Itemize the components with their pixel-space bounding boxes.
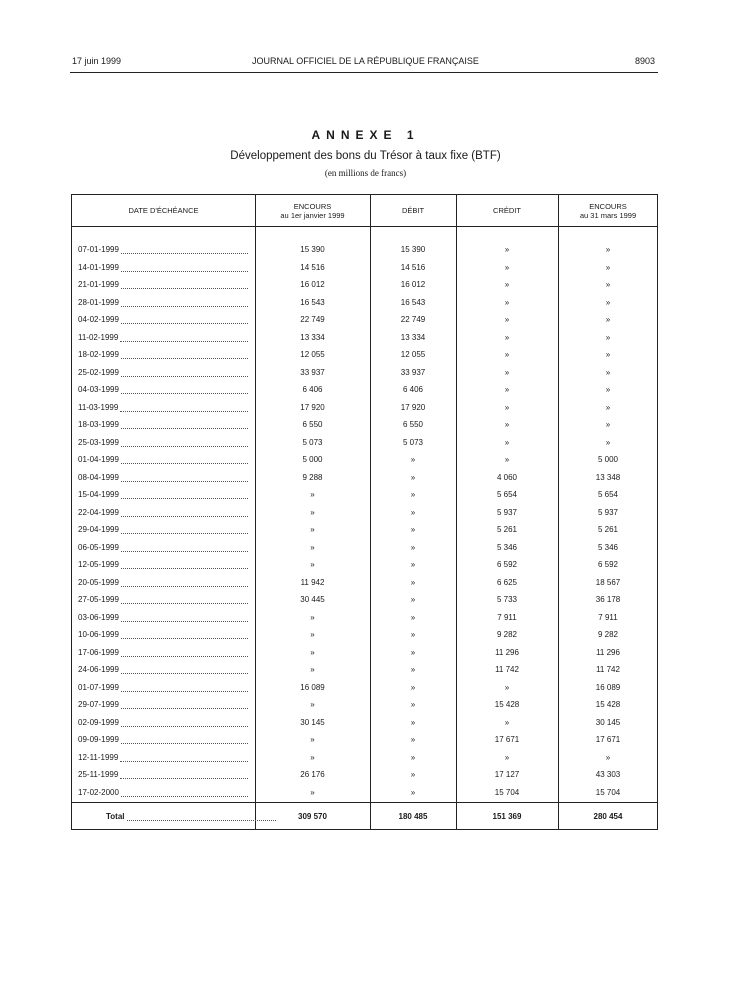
encours-start-cell: 16 012 [300,280,325,290]
credit-cell: » [504,385,510,395]
credit-cell: » [504,350,510,360]
maturity-date: 25-11-1999 [78,770,119,780]
table-row [72,364,657,382]
date-cell [78,609,250,627]
credit-cell: 6 592 [496,560,518,570]
date-cell [78,574,250,592]
maturity-date: 17-02-2000 [78,787,119,797]
credit-cell: 15 704 [494,787,520,797]
debit-cell: » [410,700,416,710]
leader-dots [121,385,248,394]
journal-title: JOURNAL OFFICIEL DE LA RÉPUBLIQUE FRANÇAISE [252,56,479,66]
date-cell [78,784,250,802]
maturity-date: 12-05-1999 [78,560,119,570]
leader-dots [127,812,276,821]
encours-start-cell: » [310,542,315,552]
encours-end-cell: 5 346 [597,542,619,552]
table-row [72,329,657,347]
date-cell [78,808,278,826]
credit-cell: » [504,717,510,727]
total-label: Total [106,812,125,822]
maturity-date: 18-03-1999 [78,420,119,430]
leader-dots [121,595,248,604]
encours-start-cell: » [310,752,315,762]
date-cell [78,661,250,679]
debit-cell: » [410,472,416,482]
credit-cell: 151 369 [492,812,522,822]
encours-end-cell: 5 261 [597,525,619,535]
maturity-date: 21-01-1999 [78,280,119,290]
encours-end-cell: 15 704 [595,787,621,797]
encours-end-cell: » [605,350,611,360]
table-row [72,504,657,522]
date-cell [78,311,250,329]
debit-cell: 15 390 [400,245,426,255]
maturity-date: 01-04-1999 [78,455,119,465]
header-encours-end [558,195,658,226]
debit-cell: » [410,455,416,465]
header-divider [72,226,657,227]
date-cell [78,469,250,487]
credit-cell: 5 346 [496,542,518,552]
date-cell [78,556,250,574]
encours-end-cell: 13 348 [595,472,621,482]
table-row [72,714,657,732]
table-row [72,661,657,679]
leader-dots [121,630,248,639]
table-row [72,311,657,329]
leader-dots [121,473,248,482]
maturity-date: 09-09-1999 [78,735,119,745]
encours-start-cell: 6 550 [302,420,323,430]
date-cell [78,259,250,277]
credit-cell: » [504,402,510,412]
debit-cell: » [410,735,416,745]
maturity-date: 03-06-1999 [78,612,119,622]
date-cell [78,451,250,469]
leader-dots [121,508,248,517]
leader-dots [121,280,248,289]
maturity-date: 04-03-1999 [78,385,119,395]
debit-cell: » [410,682,416,692]
table-row [72,556,657,574]
leader-dots [121,368,248,377]
encours-start-cell: » [310,787,315,797]
encours-end-cell: » [605,332,611,342]
credit-cell: » [504,262,510,272]
header-encours-start-label: ENCOURS [293,201,332,211]
leader-dots [121,245,248,254]
credit-cell: » [504,367,510,377]
table-row [72,696,657,714]
table-row [72,381,657,399]
table-row [72,294,657,312]
table-row [72,451,657,469]
header-encours-end-label: ENCOURS [589,201,627,211]
debit-cell: 6 550 [402,420,424,430]
table-row [72,276,657,294]
credit-cell: 17 127 [494,770,520,780]
debit-cell: » [410,665,416,675]
encours-start-cell: 11 942 [300,577,325,587]
encours-end-cell: » [605,420,611,430]
debit-cell: » [410,542,416,552]
encours-start-cell: 17 920 [300,402,325,412]
leader-dots [121,560,248,569]
leader-dots [121,438,248,447]
encours-start-cell: » [310,700,315,710]
maturity-date: 29-04-1999 [78,525,119,535]
btf-table [71,194,658,830]
date-cell [78,644,250,662]
table-row [72,644,657,662]
maturity-date: 29-07-1999 [78,700,119,710]
encours-end-cell: » [605,262,611,272]
debit-cell: » [410,507,416,517]
credit-cell: 5 733 [496,595,518,605]
encours-end-cell: 5 937 [597,507,619,517]
leader-dots [121,735,248,744]
encours-end-cell: 280 454 [593,812,623,822]
debit-cell: 12 055 [400,350,426,360]
maturity-date: 11-02-1999 [78,332,119,342]
maturity-date: 15-04-1999 [78,490,119,500]
debit-cell: » [410,647,416,657]
debit-cell: 14 516 [400,262,426,272]
credit-cell: 11 742 [495,665,519,675]
table-row [72,521,657,539]
date-cell [78,714,250,732]
encours-start-cell: 15 390 [300,245,325,255]
encours-end-cell: » [605,385,611,395]
credit-cell: » [504,315,510,325]
encours-start-cell: 9 288 [302,472,323,482]
encours-end-cell: 11 296 [596,647,620,657]
debit-cell: » [410,612,416,622]
table-row [72,574,657,592]
leader-dots [121,683,248,692]
debit-cell: » [410,577,416,587]
encours-end-cell: » [605,437,611,447]
maturity-date: 17-06-1999 [78,647,119,657]
encours-start-cell: 16 543 [300,297,325,307]
encours-end-cell: » [605,280,611,290]
date-cell [78,521,250,539]
encours-start-cell: 33 937 [300,367,325,377]
encours-start-cell: 14 516 [300,262,325,272]
debit-cell: 22 749 [400,315,426,325]
encours-start-cell: 30 445 [300,595,325,605]
encours-end-cell: » [605,315,611,325]
maturity-date: 20-05-1999 [78,577,119,587]
date-cell [78,364,250,382]
encours-end-cell: » [605,402,611,412]
debit-cell: 33 937 [400,367,426,377]
table-row [72,609,657,627]
table-row [72,766,657,784]
maturity-date: 28-01-1999 [78,297,119,307]
date-cell [78,381,250,399]
encours-start-cell: » [310,647,315,657]
date-cell [78,749,250,767]
maturity-date: 24-06-1999 [78,665,119,675]
table-row [72,469,657,487]
table-row [72,784,657,802]
leader-dots [120,770,248,779]
header-debit [370,195,456,226]
header-debit-label: DÉBIT [401,206,425,215]
encours-end-cell: 9 282 [597,630,619,640]
date-cell [78,696,250,714]
encours-start-cell: » [310,525,315,535]
table-row [72,399,657,417]
date-cell [78,346,250,364]
encours-end-cell: 16 089 [595,682,621,692]
credit-cell: » [504,420,510,430]
debit-cell: 5 073 [402,437,424,447]
table-row [72,259,657,277]
maturity-date: 12-11-1999 [78,752,119,762]
date-cell [78,276,250,294]
table-row [72,591,657,609]
table-row [72,241,657,259]
maturity-date: 02-09-1999 [78,717,119,727]
debit-cell: 17 920 [400,402,426,412]
encours-start-cell: 5 073 [302,437,323,447]
date-cell [78,329,250,347]
encours-start-cell: » [310,630,315,640]
encours-end-cell: 15 428 [595,700,621,710]
encours-start-cell: 309 570 [298,812,327,822]
annex-subtitle: Développement des bons du Trésor à taux fixe (BTF) [230,150,501,162]
encours-end-cell: » [605,297,611,307]
encours-end-cell: » [605,752,611,762]
maturity-date: 14-01-1999 [78,262,119,272]
leader-dots [121,525,248,534]
table-row [72,486,657,504]
encours-start-cell: 26 176 [300,770,325,780]
encours-start-cell: » [310,490,315,500]
encours-end-cell: 11 742 [596,665,620,675]
encours-start-cell: 13 334 [300,332,325,342]
maturity-date: 11-03-1999 [78,402,119,412]
table-row [72,749,657,767]
header-date: 17 juin 1999 [72,56,122,66]
date-cell [78,504,250,522]
date-cell [78,241,250,259]
encours-end-cell: 30 145 [595,717,621,727]
credit-cell: 5 261 [496,525,518,535]
credit-cell: » [504,280,510,290]
maturity-date: 08-04-1999 [78,472,119,482]
date-cell [78,294,250,312]
leader-dots [121,718,248,727]
header-credit-label: CRÉDIT [493,206,521,215]
header-credit [456,195,558,226]
encours-end-cell: 18 567 [595,577,621,587]
maturity-date: 01-07-1999 [78,682,119,692]
encours-start-cell: » [310,560,315,570]
credit-cell: » [504,332,510,342]
encours-end-cell: 7 911 [598,612,618,622]
date-cell [78,416,250,434]
date-cell [78,539,250,557]
encours-start-cell: » [310,665,315,675]
leader-dots [121,700,248,709]
encours-start-cell: » [310,507,315,517]
header-encours-start [255,195,370,226]
header-rule [70,72,658,73]
credit-cell: 5 937 [496,507,518,517]
leader-dots [120,753,248,762]
header-encours-end-sub: au 31 mars 1999 [579,210,637,220]
date-cell [78,626,250,644]
leader-dots [121,788,248,797]
maturity-date: 04-02-1999 [78,315,119,325]
credit-cell: 5 654 [496,490,518,500]
date-cell [78,486,250,504]
maturity-date: 06-05-1999 [78,542,119,552]
encours-end-cell: 5 654 [597,490,619,500]
header-date-label: DATE D'ÉCHÉANCE [128,206,199,215]
encours-start-cell: 12 055 [300,350,325,360]
table-row [72,416,657,434]
total-row [72,808,657,826]
leader-dots [121,543,248,552]
encours-end-cell: 6 592 [597,560,619,570]
encours-start-cell: » [310,612,315,622]
header-encours-start-sub: au 1er janvier 1999 [280,210,345,220]
credit-cell: 4 060 [496,472,518,482]
credit-cell: » [504,752,510,762]
debit-cell: 6 406 [402,385,424,395]
leader-dots [121,350,248,359]
encours-start-cell: 16 089 [300,682,325,692]
date-cell [78,679,250,697]
table-row [72,679,657,697]
leader-dots [120,403,248,412]
leader-dots [121,315,248,324]
debit-cell: » [410,630,416,640]
debit-cell: » [410,560,416,570]
credit-cell: 7 911 [497,612,517,622]
debit-cell: 13 334 [400,332,426,342]
table-row [72,346,657,364]
encours-end-cell: » [605,367,611,377]
leader-dots [121,263,248,272]
leader-dots [121,490,248,499]
debit-cell: » [410,717,416,727]
unit-note: (en millions de francs) [324,168,407,178]
encours-end-cell: 36 178 [595,595,621,605]
encours-end-cell: 17 671 [595,735,621,745]
encours-start-cell: 5 000 [302,455,323,465]
credit-cell: » [504,682,510,692]
maturity-date: 22-04-1999 [78,507,119,517]
debit-cell: » [410,595,416,605]
credit-cell: 9 282 [496,630,518,640]
table-row [72,539,657,557]
leader-dots [120,333,248,342]
leader-dots [121,648,248,657]
debit-cell: 16 012 [400,280,426,290]
date-cell [78,591,250,609]
credit-cell: 6 625 [496,577,518,587]
date-cell [78,434,250,452]
encours-end-cell: 5 000 [597,455,619,465]
credit-cell: 17 671 [494,735,520,745]
debit-cell: 180 485 [398,812,428,822]
maturity-date: 27-05-1999 [78,595,119,605]
date-cell [78,731,250,749]
encours-start-cell: » [310,735,315,745]
maturity-date: 25-03-1999 [78,437,119,447]
table-row [72,434,657,452]
encours-start-cell: 6 406 [302,385,323,395]
encours-end-cell: » [605,245,611,255]
maturity-date: 25-02-1999 [78,367,119,377]
maturity-date: 18-02-1999 [78,350,119,360]
leader-dots [121,298,248,307]
maturity-date: 10-06-1999 [78,630,119,640]
table-row [72,626,657,644]
encours-end-cell: 43 303 [595,770,621,780]
total-divider [72,802,657,803]
page-number: 8903 [634,56,655,66]
credit-cell: 15 428 [494,700,520,710]
debit-cell: » [410,525,416,535]
encours-start-cell: 30 145 [300,717,325,727]
credit-cell: » [504,297,510,307]
date-cell [78,399,250,417]
encours-start-cell: 22 749 [300,315,325,325]
leader-dots [121,613,248,622]
credit-cell: 11 296 [495,647,519,657]
annex-title: ANNEXE 1 [311,128,420,142]
leader-dots [121,420,248,429]
maturity-date: 07-01-1999 [78,245,119,255]
credit-cell: » [504,455,510,465]
credit-cell: » [504,245,510,255]
table-row [72,731,657,749]
debit-cell: » [410,770,416,780]
header-date-col [72,195,255,226]
leader-dots [121,578,248,587]
leader-dots [121,665,248,674]
debit-cell: » [410,787,416,797]
debit-cell: » [410,490,416,500]
credit-cell: » [504,437,510,447]
debit-cell: » [410,752,416,762]
debit-cell: 16 543 [400,297,426,307]
date-cell [78,766,250,784]
leader-dots [121,455,248,464]
